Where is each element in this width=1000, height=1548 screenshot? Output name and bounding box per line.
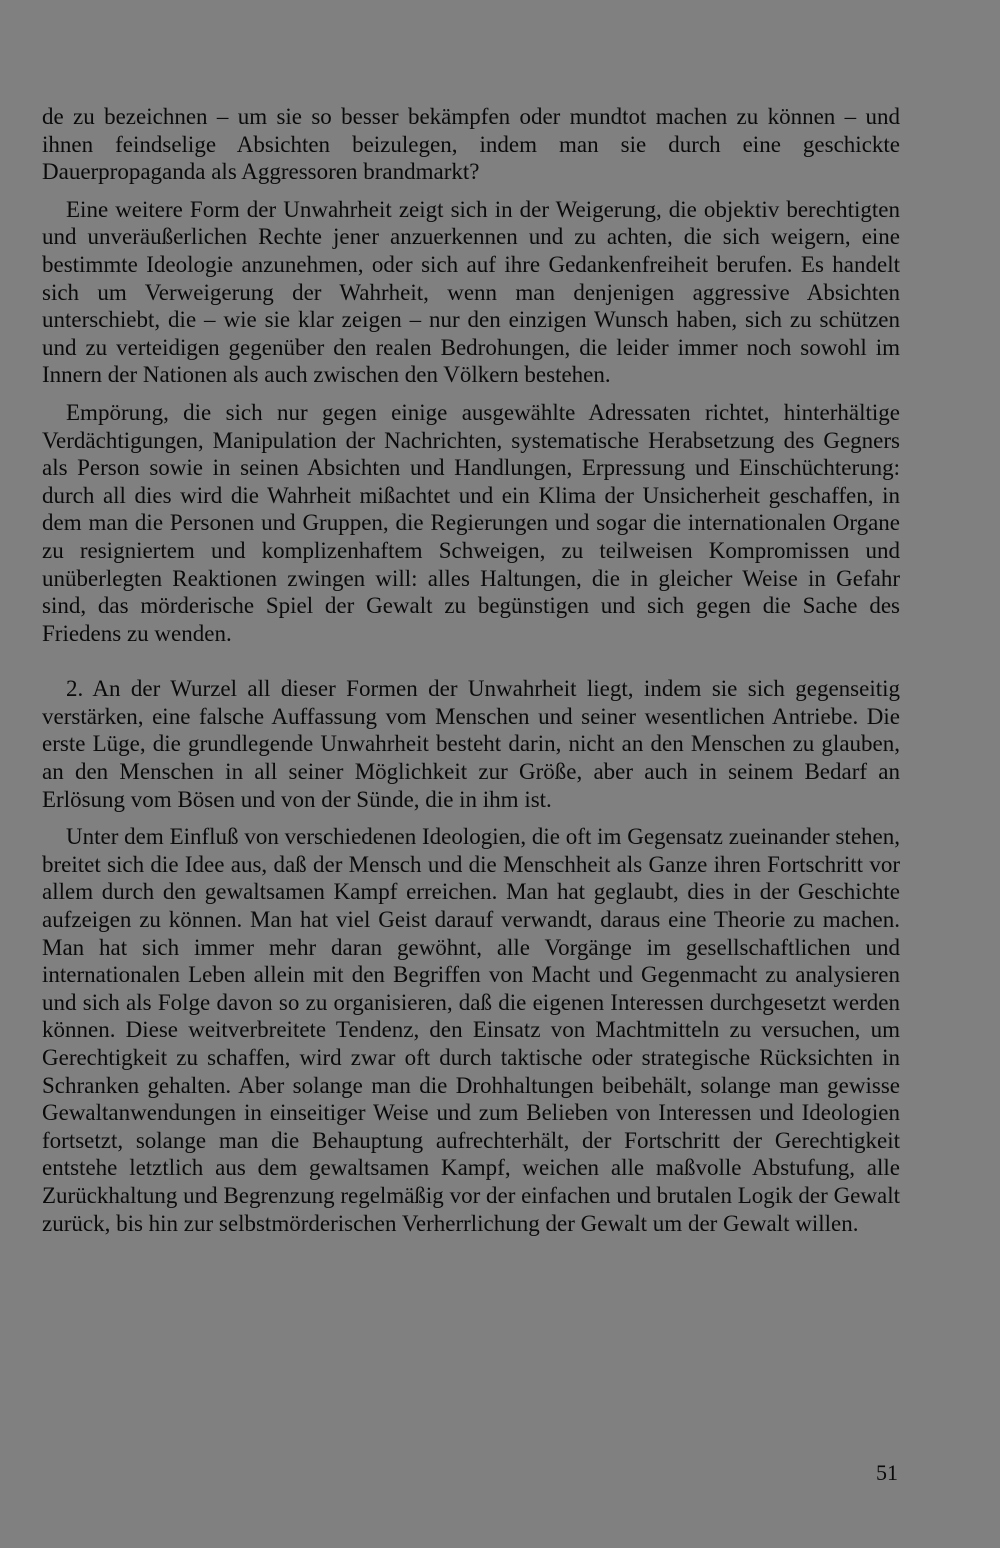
page-number: 51 xyxy=(876,1460,898,1485)
paragraph-unwahrheit-weigerung: Eine weitere Form der Unwahrheit zeigt sich in der Weigerung, die objektiv berechtigten und unveräußerlichen Rechte jener anzuerkennen und zu achten, die sich weigern, eine bestimmte Ideologie anzunehmen, oder sich auf ihre Gedankenfreiheit berufen. Es handelt sich um Verweigerung der Wahrheit, wenn man denjenigen aggressive Absichten unterschiebt, die – wie sie klar zeigen – nur den einzigen Wunsch haben, sich zu schützen und zu verteidigen gegenüber den realen Bedrohungen, die leider immer noch sowohl im Innern der Nationen als auch zwischen den Völkern bestehen. xyxy=(42,196,900,388)
paragraph-ideologien: Unter dem Einfluß von verschiedenen Ideologien, die oft im Gegensatz zueinander stehen, breitet sich die Idee aus, daß der Mensch und die Menschheit als Ganze ihren Fortschritt vor allem durch den gewaltsamen Kampf erreichen. Man hat geglaubt, dies in der Geschichte aufzeigen zu können. Man hat viel Geist darauf verwandt, daraus eine Theorie zu machen. Man hat sich immer mehr daran gewöhnt, alle Vorgänge im gesellschaftlichen und internationalen Leben allein mit den Begriffen von Macht und Gegenmacht zu analysieren und sich als Folge davon so zu organisieren, daß die eigenen Interessen durchgesetzt werden können. Diese weitverbreitete Tendenz, den Einsatz von Machtmitteln zu versuchen, um Gerechtigkeit zu schaffen, wird zwar oft durch taktische oder strategische Rücksichten in Schranken gehalten. Aber solange man die Drohhaltungen beibehält, solange man gewisse Gewaltanwendungen in einseitiger Weise und zum Belieben von Interessen und Ideologien fortsetzt, solange man die Behauptung aufrechterhält, der Fortschritt der Gerechtigkeit entstehe letztlich aus dem gewaltsamen Kampf, weichen alle maßvolle Abstufung, alle Zurückhaltung und Begrenzung regelmäßig vor der einfachen und brutalen Logik der Gewalt zurück, bis hin zur selbstmörderischen Verherrlichung der Gewalt um der Gewalt willen. xyxy=(42,824,900,1236)
paragraph-empoerung: Empörung, die sich nur gegen einige ausgewählte Adressaten richtet, hinterhältige Verdächtigungen, Manipulation der Nachrichten, systematische Herabsetzung des Gegners als Person sowie in seinen Absichten und Handlungen, Erpressung und Einschüchterung: durch all dies wird die Wahrheit mißachtet und ein Klima der Unsicherheit geschaffen, in dem man die Personen und Gruppen, die Regierungen und sogar die internationalen Organe zu resigniertem und komplizenhaftem Schweigen, zu teilweisen Kompromissen und unüberlegten Reaktionen zwingen will: alles Haltungen, die in gleicher Weise in Gefahr sind, das mörderische Spiel der Gewalt zu begünstigen und sich gegen die Sache des Friedens zu wenden. xyxy=(42,399,900,646)
paragraph-continuation: de zu bezeichnen – um sie so besser bekämpfen oder mundtot machen zu können – und ihnen feindselige Absichten beizulegen, indem man sie durch eine geschickte Dauerpropaganda als Aggressoren brandmarkt? xyxy=(42,104,900,185)
body-text xyxy=(42,103,900,1247)
paragraph-section-2: 2. An der Wurzel all dieser Formen der Unwahrheit liegt, indem sie sich gegenseitig verstärken, eine falsche Auffassung vom Menschen und seiner wesentlichen Antriebe. Die erste Lüge, die grundlegende Unwahrheit besteht darin, nicht an den Menschen zu glauben, an den Menschen in all seiner Möglichkeit zur Größe, aber auch in seinem Bedarf an Erlösung vom Bösen und von der Sünde, die in ihm ist. xyxy=(42,676,900,812)
